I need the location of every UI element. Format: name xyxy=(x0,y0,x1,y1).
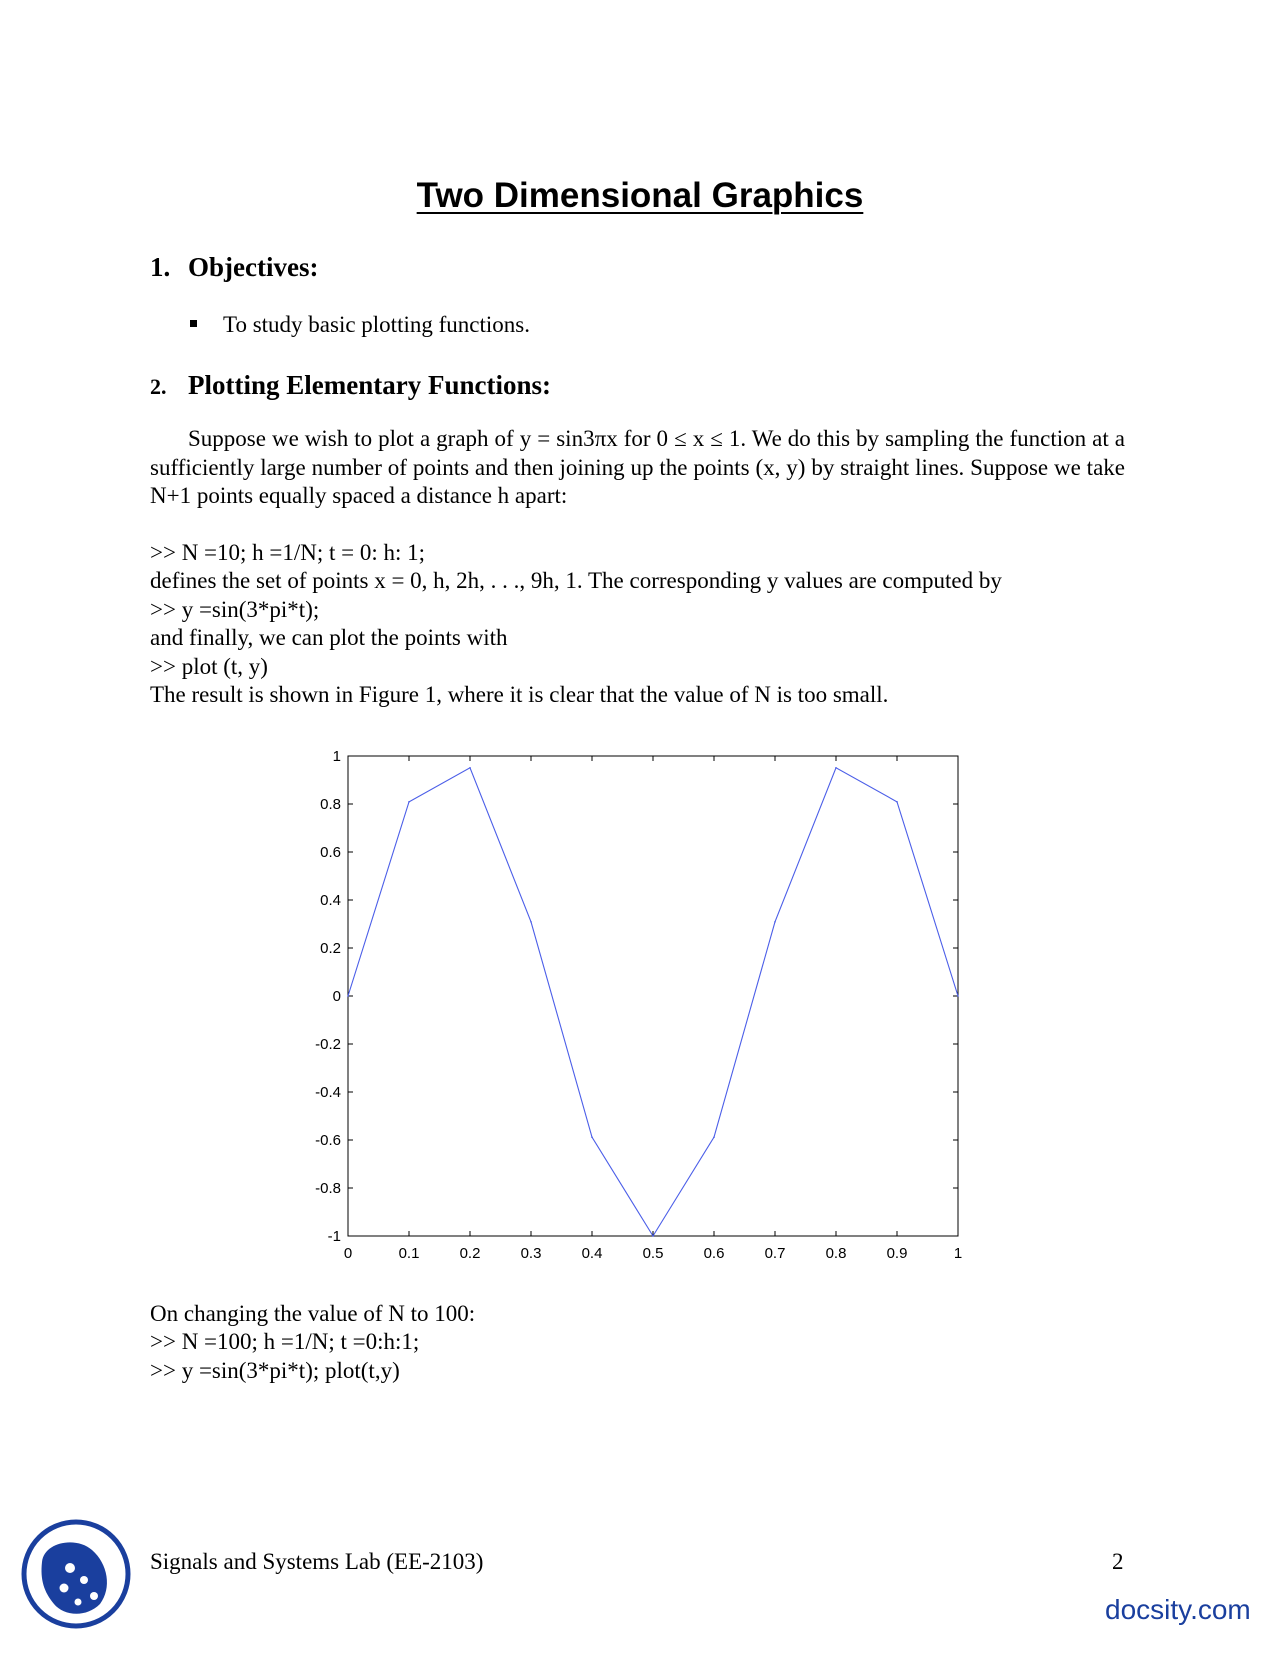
objective-bullet xyxy=(190,312,530,338)
bullet-square-icon xyxy=(190,320,197,327)
section-heading-objectives xyxy=(150,252,318,283)
y-tick-label: -0.8 xyxy=(315,1180,341,1197)
plot-frame xyxy=(348,756,958,1236)
x-tick-label: 0 xyxy=(343,1245,353,1262)
paragraph-text: Suppose we wish to plot a graph of y = sin3 xyxy=(188,426,595,451)
x-tick-label: 0.9 xyxy=(886,1245,908,1262)
text-line: The result is shown in Figure 1, where it is clear that the value of N is too small. xyxy=(150,682,889,707)
page-number: 2 xyxy=(1112,1549,1124,1574)
code-line: >> N =100; h =1/N; t =0:h:1; xyxy=(150,1329,420,1354)
y-tick-label: 1 xyxy=(332,748,341,765)
y-tick-label: 0.4 xyxy=(320,892,341,909)
code-line: >> N =10; h =1/N; t = 0: h: 1; xyxy=(150,540,426,565)
x-tick-label: 0.3 xyxy=(520,1245,542,1262)
figure-1-chart xyxy=(300,742,980,1272)
le-symbol: ≤ xyxy=(710,426,723,451)
y-tick-label: -1 xyxy=(327,1228,341,1245)
text-line: and finally, we can plot the points with xyxy=(150,625,508,650)
section-number: 1. xyxy=(150,252,171,282)
x-tick-label: 0.8 xyxy=(825,1245,847,1262)
section-heading-plotting xyxy=(150,370,551,401)
code-line: >> y =sin(3*pi*t); xyxy=(150,597,320,622)
section-title: Plotting Elementary Functions: xyxy=(188,370,551,400)
pi-symbol: π xyxy=(594,426,607,451)
paragraph-text: x for 0 xyxy=(606,426,675,451)
y-tick-label: -0.6 xyxy=(315,1132,341,1149)
code-line: >> plot (t, y) xyxy=(150,654,268,679)
y-tick-label: 0.8 xyxy=(320,796,341,813)
section-number: 2. xyxy=(150,374,167,399)
le-symbol: ≤ xyxy=(674,426,687,451)
data-point xyxy=(469,767,471,769)
text-line: On changing the value of N to 100: xyxy=(150,1301,476,1326)
series-line xyxy=(348,768,958,1236)
y-tick-label: 0.6 xyxy=(320,844,341,861)
data-point xyxy=(530,921,532,923)
y-tick-label: -0.2 xyxy=(315,1036,341,1053)
data-point xyxy=(713,1136,715,1138)
x-tick-label: 1 xyxy=(953,1245,963,1262)
y-tick-label: 0.2 xyxy=(320,940,341,957)
data-point xyxy=(347,995,349,997)
text-line: defines the set of points x = 0, h, 2h, . . ., 9h, 1. The corresponding y values are computed by xyxy=(150,568,1002,593)
intro-paragraph xyxy=(150,425,1125,511)
code-line: >> y =sin(3*pi*t); plot(t,y) xyxy=(150,1358,400,1383)
section-title: Objectives: xyxy=(188,252,319,282)
x-tick-label: 0.4 xyxy=(581,1245,603,1262)
data-point xyxy=(591,1136,593,1138)
page-title: Two Dimensional Graphics xyxy=(416,176,864,215)
x-tick-label: 0.5 xyxy=(642,1245,664,1262)
data-point xyxy=(896,801,898,803)
docsity-brand-link[interactable]: docsity.com xyxy=(1105,1594,1251,1625)
data-point xyxy=(652,1235,654,1237)
data-point xyxy=(835,767,837,769)
x-tick-label: 0.6 xyxy=(703,1245,725,1262)
data-point xyxy=(408,801,410,803)
paragraph-text: 1. We do this by sampling the function at a sufficiently large number of points and then joining up the points (x, y) by straight lines. Suppose we take N+1 points equally spaced a distance h apart: xyxy=(150,426,1125,508)
x-tick-label: 0.2 xyxy=(459,1245,481,1262)
y-tick-label: -0.4 xyxy=(315,1084,341,1101)
data-point xyxy=(774,921,776,923)
footer-course: Signals and Systems Lab (EE-2103) xyxy=(150,1549,484,1574)
docsity-logo-icon xyxy=(20,1518,132,1630)
data-point xyxy=(957,995,959,997)
x-tick-label: 0.1 xyxy=(398,1245,420,1262)
paragraph-text: x xyxy=(686,426,711,451)
x-tick-label: 0.7 xyxy=(764,1245,786,1262)
y-tick-label: 0 xyxy=(332,988,341,1005)
bullet-text: To study basic plotting functions. xyxy=(223,312,530,337)
